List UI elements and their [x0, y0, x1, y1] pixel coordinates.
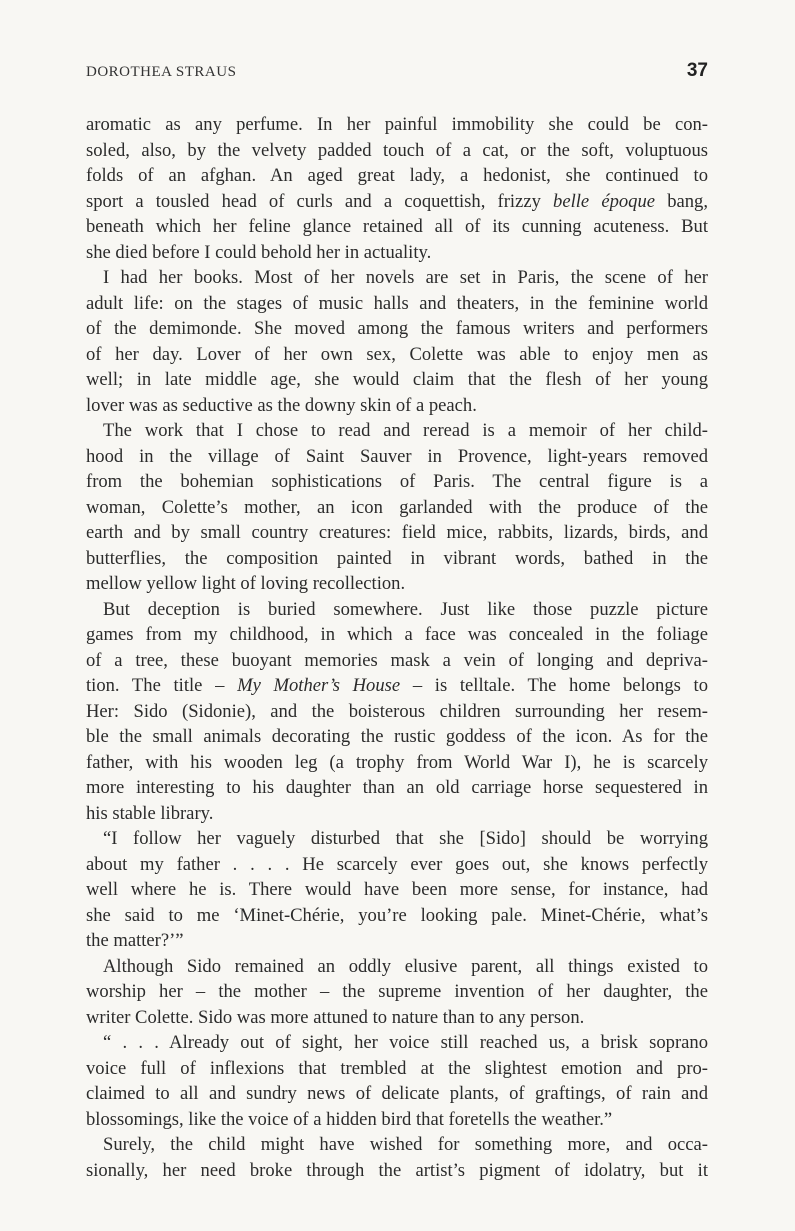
paragraph — [86, 418, 708, 597]
italic-title: My Mother’s House — [237, 675, 401, 696]
text-line: Her: Sido (Sidonie), and the boisterous children surrounding her resem- — [86, 700, 708, 722]
text-line: Although Sido remained an oddly elusive parent, all things existed to — [103, 955, 708, 977]
paragraph — [86, 265, 708, 418]
text-line — [86, 673, 708, 699]
text-line: soled, also, by the velvety padded touch of a cat, or the soft, voluptuous — [86, 139, 708, 161]
text-line — [86, 189, 708, 215]
text-segment: tion. The title – — [86, 675, 238, 696]
italic-title: belle époque — [553, 190, 656, 212]
text-line: ble the small animals decorating the rustic goddess of the icon. As for the — [86, 726, 708, 747]
text-line: from the bohemian sophistications of Paris. The central figure is a — [86, 471, 708, 492]
text-line: Surely, the child might have wished for something more, and occa- — [103, 1134, 708, 1155]
text-line: of her day. Lover of her own sex, Colette was able to enjoy men as — [86, 343, 708, 365]
text-line: about my father . . . . He scarcely ever goes out, she knows perfectly — [86, 853, 708, 875]
text-line: woman, Colette’s mother, an icon garlanded with the produce of the — [86, 496, 708, 518]
page-header — [86, 60, 708, 84]
running-head: DOROTHEA STRAUS — [86, 64, 237, 80]
text-line: hood in the village of Saint Sauver in Provence, light-years removed — [86, 445, 708, 467]
text-line: sionally, her need broke through the artist’s pigment of idolatry, but it — [86, 1159, 708, 1181]
text-line: his stable library. — [86, 802, 214, 824]
text-segment: sport a tousled head of curls and a coquettish, frizzy — [86, 190, 554, 212]
body-text — [86, 112, 708, 1183]
text-line: mellow yellow light of loving recollection. — [86, 573, 406, 594]
paragraph — [86, 112, 708, 265]
paragraph — [86, 954, 708, 1031]
text-line: blossomings, like the voice of a hidden bird that foretells the weather.” — [86, 1108, 613, 1130]
paragraph — [86, 1132, 708, 1183]
text-line: lover was as seductive as the downy skin of a peach. — [86, 394, 477, 416]
text-line: the matter?’” — [86, 930, 184, 951]
text-line: voice full of inflexions that trembled at the slightest emotion and pro- — [86, 1057, 708, 1079]
paragraph — [86, 597, 708, 827]
text-line: more interesting to his daughter than an old carriage horse sequestered in — [86, 777, 708, 798]
text-line: well where he is. There would have been more sense, for instance, had — [86, 879, 708, 900]
text-line: games from my childhood, in which a face was concealed in the foliage — [86, 624, 708, 645]
text-line: she died before I could behold her in actuality. — [86, 241, 432, 263]
page-number: 37 — [686, 60, 708, 81]
text-line: But deception is buried somewhere. Just like those puzzle picture — [103, 598, 708, 620]
text-line: writer Colette. Sido was more attuned to nature than to any person. — [86, 1006, 585, 1028]
text-line: “ . . . Already out of sight, her voice still reached us, a brisk soprano — [103, 1032, 708, 1053]
text-line: of a tree, these buoyant memories mask a vein of longing and depriva- — [86, 649, 708, 671]
text-line: she said to me ‘Minet-Chérie, you’re looking pale. Minet-Chérie, what’s — [86, 904, 708, 926]
text-line: claimed to all and sundry news of delicate plants, of graftings, of rain and — [86, 1083, 708, 1104]
text-line: father, with his wooden leg (a trophy from World War I), he is scarcely — [86, 751, 708, 773]
text-line: “I follow her vaguely disturbed that she [Sido] should be worrying — [103, 828, 708, 849]
text-line: The work that I chose to read and reread is a memoir of her child- — [103, 420, 708, 441]
text-line: worship her – the mother – the supreme invention of her daughter, the — [86, 981, 708, 1002]
text-line: earth and by small country creatures: field mice, rabbits, lizards, birds, and — [86, 522, 708, 543]
text-line: well; in late middle age, she would claim that the flesh of her young — [86, 369, 708, 390]
text-line: adult life: on the stages of music halls and theaters, in the feminine world — [86, 292, 708, 314]
text-line: butterflies, the composition painted in vibrant words, bathed in the — [86, 547, 708, 569]
paragraph — [86, 1030, 708, 1132]
text-segment: bang, — [655, 190, 708, 212]
text-line: beneath which her feline glance retained all of its cunning acuteness. But — [86, 216, 708, 237]
text-line: of the demimonde. She moved among the famous writers and performers — [86, 318, 708, 339]
text-line: aromatic as any perfume. In her painful immobility she could be con- — [86, 114, 708, 135]
text-line: folds of an afghan. An aged great lady, a hedonist, she continued to — [86, 165, 708, 186]
text-segment: – is telltale. The home belongs to — [400, 675, 708, 696]
text-line: I had her books. Most of her novels are set in Paris, the scene of her — [103, 267, 708, 288]
paragraph — [86, 826, 708, 954]
